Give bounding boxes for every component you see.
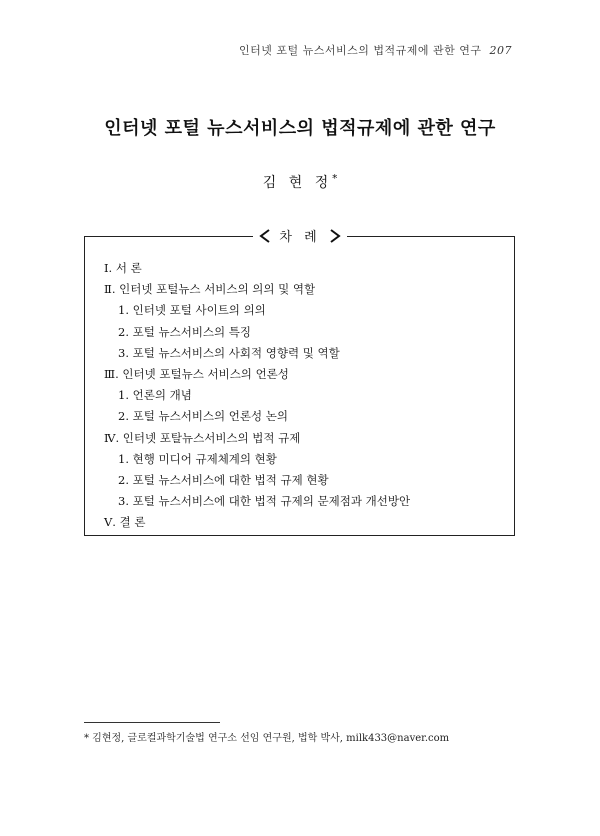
author-line: [0, 172, 600, 192]
toc-list: [104, 258, 504, 533]
running-head: [239, 42, 512, 58]
toc-subsection: 2. 포털 뉴스서비스에 대한 법적 규제 현황: [118, 472, 329, 487]
footnote-divider: [84, 722, 220, 723]
running-head-title: 인터넷 포털 뉴스서비스의 법적규제에 관한 연구: [238, 44, 482, 57]
author-footnote: * 김현정, 글로컬과학기술법 연구소 선임 연구원, 법학 박사, milk433@naver.com: [84, 733, 450, 744]
toc-subsection: 2. 포털 뉴스서비스의 언론성 논의: [118, 409, 289, 424]
toc-section: Ⅴ. 결 론: [104, 515, 146, 530]
toc-section: Ⅰ. 서 론: [104, 261, 142, 275]
toc-section: Ⅱ. 인터넷 포털뉴스 서비스의 의의 및 역할: [104, 282, 316, 297]
author-footnote-mark: *: [332, 173, 338, 185]
toc-subsection: 1. 인터넷 포털 사이트의 의의: [118, 303, 266, 318]
toc-header: [0, 226, 600, 245]
toc-section: Ⅲ. 인터넷 포털뉴스 서비스의 언론성: [104, 366, 289, 381]
left-angle-icon: [259, 229, 271, 243]
toc-subsection: 1. 현행 미디어 규제체계의 현황: [118, 451, 277, 466]
page-number: 207: [489, 44, 512, 57]
author-name: 김 현 정: [262, 175, 333, 191]
toc-subsection: 3. 포털 뉴스서비스에 대한 법적 규제의 문제점과 개선방안: [118, 494, 411, 509]
toc-subsection: 1. 언론의 개념: [118, 388, 192, 403]
paper-title: 인터넷 포털 뉴스서비스의 법적규제에 관한 연구: [104, 118, 496, 139]
toc-subsection: 3. 포털 뉴스서비스의 사회적 영향력 및 역할: [118, 345, 340, 360]
toc-subsection: 2. 포털 뉴스서비스의 특징: [118, 324, 252, 339]
toc-label: 차 례: [279, 230, 321, 245]
right-angle-icon: [329, 229, 341, 243]
toc-section: Ⅳ. 인터넷 포탈뉴스서비스의 법적 규제: [104, 430, 301, 445]
